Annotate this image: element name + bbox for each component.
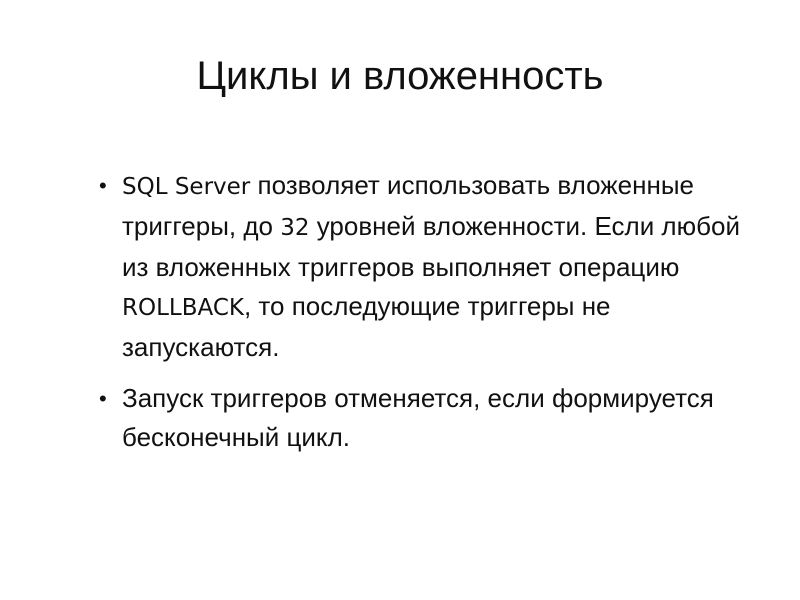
bullet-item — [95, 166, 745, 367]
slide-title: Циклы и вложенность — [196, 54, 604, 98]
bullet-text-segment: SQL Server — [122, 174, 251, 200]
bullet-text — [122, 170, 740, 362]
bullet-text-segment: ROLLBACK — [122, 295, 244, 321]
bullet-text-segment: уровней вложенности. Если любой из вложенных триггеров выполняет операцию — [122, 211, 740, 282]
bullet-text: Запуск триггеров отменяется, если формируется бесконечный цикл. — [122, 383, 714, 452]
bullet-list — [95, 166, 745, 469]
bullet-item — [95, 379, 745, 457]
bullet-dot-icon: • — [99, 386, 107, 411]
bullet-text-segment: 32 — [280, 215, 310, 241]
bullet-text-segment: , то последующие триггеры не запускаются. — [122, 291, 611, 362]
bullet-dot-icon: • — [99, 173, 107, 198]
bullet-text-segment: позволяет использовать вложенные триггеры, до — [122, 170, 694, 241]
